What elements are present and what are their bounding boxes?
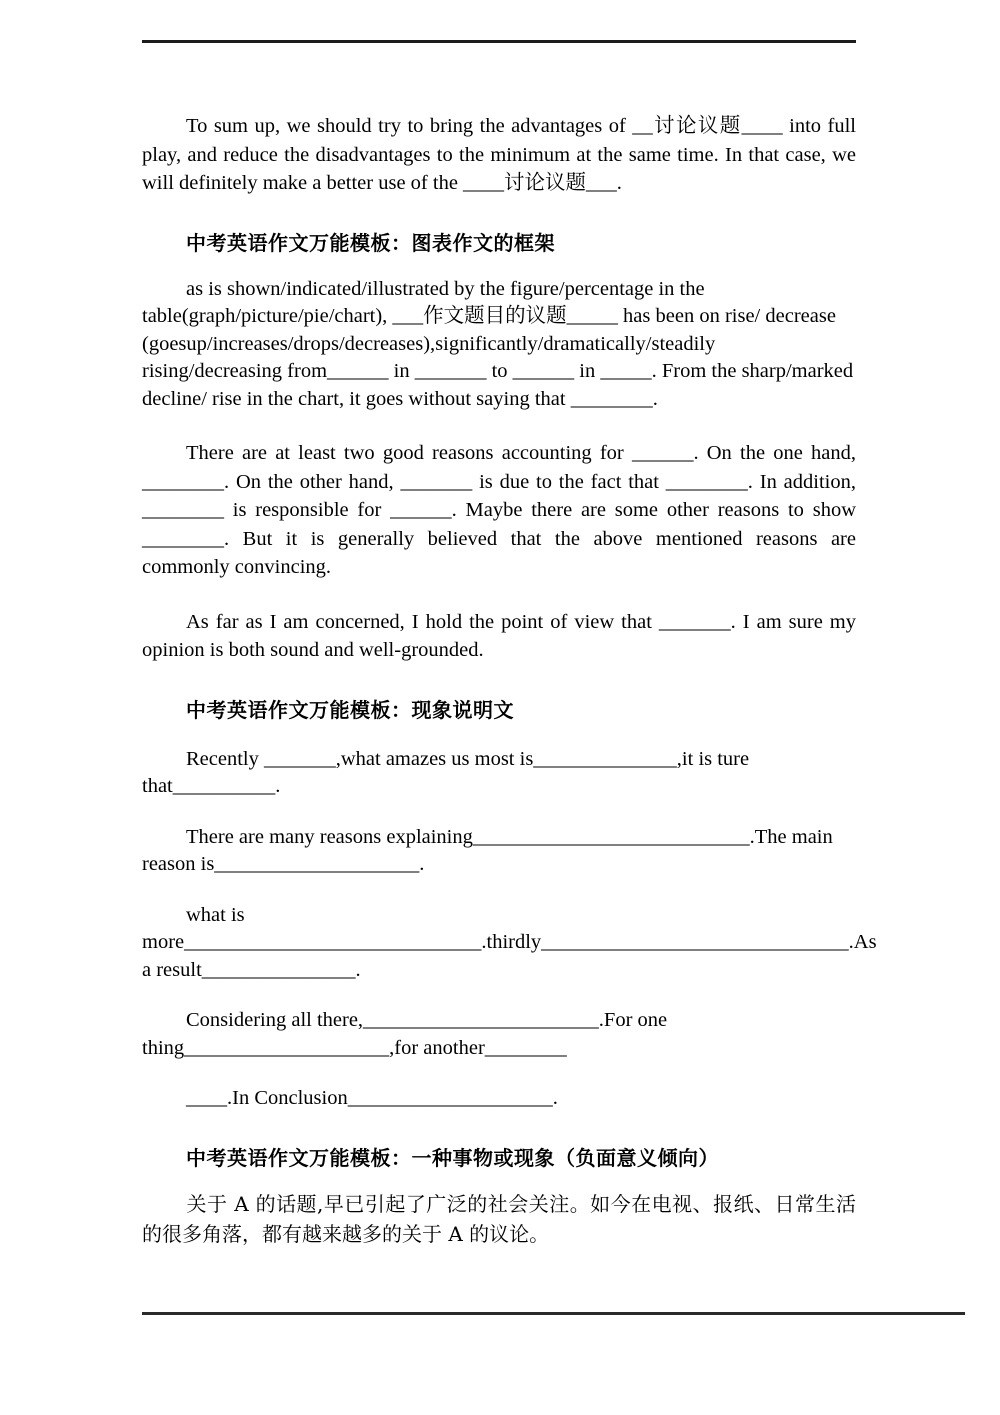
heading-chart-template: 中考英语作文万能模板：图表作文的框架 (186, 230, 555, 255)
paragraph-intro-text: To sum up, we should try to bring the advantages of __讨论议题____ into full play, and reduce the disadvantages to the minimum at the same time. In that case, we will definitely make a better use of the ____讨论议题___. (142, 115, 856, 194)
paragraph-chart-template (142, 276, 856, 414)
paragraph-recently-text: Recently _______,what amazes us most is______________,it is ture that__________. (142, 747, 750, 797)
paragraph-reasons (142, 439, 856, 582)
paragraph-topic-a (142, 1189, 856, 1249)
paragraph-topic-a-text: 关于 A 的话题,早已引起了广泛的社会关注。如今在电视、报纸、日常生活的很多角落，都有越来越多的关于 A 的议论。 (142, 1191, 856, 1246)
paragraph-considering (142, 1007, 856, 1062)
paragraph-recently (142, 746, 856, 801)
paragraph-conclusion-text: ____.In Conclusion____________________. (186, 1087, 558, 1109)
paragraph-many-reasons-text: There are many reasons explaining___________________________.The main reason is____________________. (142, 825, 833, 875)
paragraph-opinion-text: As far as I am concerned, I hold the point of view that _______. I am sure my opinion is both sound and well-grounded. (142, 610, 856, 661)
footer-divider (142, 1312, 965, 1315)
heading-negative-phenomenon-template: 中考英语作文万能模板：一种事物或现象（负面意义倾向） (186, 1145, 719, 1170)
paragraph-many-reasons (142, 824, 856, 879)
paragraph-reasons-text: There are at least two good reasons accounting for ______. On the one hand, ________. On the other hand, _______ is due to the fact that ________. In addition, ________ is responsible for ______. Maybe there are some other reasons to show ________. But it is generally believed that the above mentioned reasons are commonly convincing. (142, 442, 856, 578)
document-body (142, 112, 877, 1249)
paragraph-what-is-more (142, 902, 877, 985)
paragraph-opinion (142, 608, 856, 665)
header-divider (142, 40, 856, 43)
paragraph-considering-text: Considering all there,_______________________.For one thing____________________,for another________ (142, 1009, 668, 1059)
paragraph-intro (142, 112, 856, 198)
heading-phenomenon-template: 中考英语作文万能模板：现象说明文 (186, 697, 514, 722)
paragraph-conclusion (142, 1085, 856, 1113)
paragraph-what-is-more-text: what is more_____________________________.thirdly______________________________.As a result_______________. (142, 903, 877, 981)
paragraph-chart-template-text: as is shown/indicated/illustrated by the figure/percentage in the table(graph/picture/pie/chart), ___作文题目的议题_____ has been on rise/ decrease (goesup/increases/drops/decreases),significantly/dramatically/steadily rising/decreasing from______ in _______ to ______ in _____. From the sharp/marked decline/ rise in the chart, it goes without saying that ________. (142, 277, 854, 410)
